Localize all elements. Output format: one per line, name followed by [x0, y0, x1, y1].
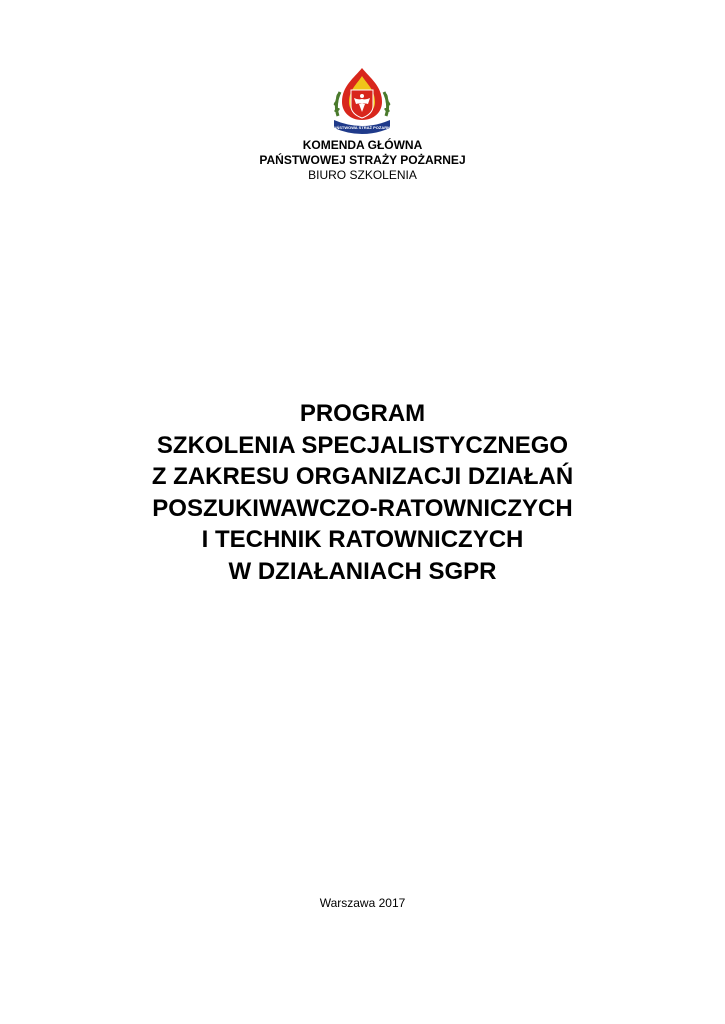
- title-line: PROGRAM: [299, 400, 426, 427]
- svg-text:PAŃSTWOWA STRAŻ POŻARNA: PAŃSTWOWA STRAŻ POŻARNA: [331, 125, 393, 130]
- institution-name-line2: PAŃSTWOWEJ STRAŻY POŻARNEJ: [259, 153, 466, 167]
- department-name: BIURO SZKOLENIA: [308, 168, 417, 182]
- place-and-date: Warszawa 2017: [319, 896, 406, 910]
- title-line: Z ZAKRESU ORGANIZACJI DZIAŁAŃ: [151, 463, 574, 490]
- document-title: [0, 398, 725, 587]
- title-line: I TECHNIK RATOWNICZYCH: [201, 526, 524, 553]
- psp-emblem-icon: [328, 66, 396, 138]
- title-line: W DZIAŁANIACH SGPR: [228, 557, 497, 585]
- title-line: SZKOLENIA SPECJALISTYCZNEGO: [156, 431, 569, 459]
- title-line: POSZUKIWAWCZO-RATOWNICZYCH: [152, 494, 573, 522]
- institution-name-line1: KOMENDA GŁÓWNA: [302, 138, 423, 152]
- institution-header: [0, 138, 725, 183]
